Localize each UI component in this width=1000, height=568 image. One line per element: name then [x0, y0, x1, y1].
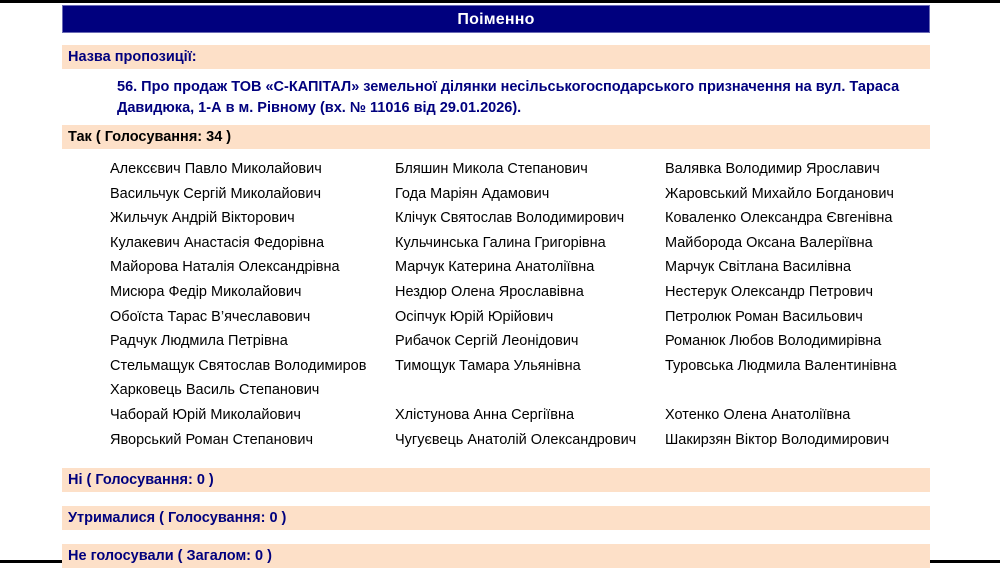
voter-name: Бляшин Микола Степанович [395, 161, 588, 177]
voter-name: Васильчук Сергій Миколайович [110, 185, 322, 202]
voter-name: Майорова Наталія Олександрівна [110, 259, 340, 276]
voter-name: Кулакевич Анастасія Федорівна [110, 234, 325, 251]
yes-voters-column-2 [395, 157, 665, 452]
voter-name: Яворський Роман Степанович [110, 431, 314, 448]
yes-voters-column-1 [110, 157, 395, 452]
voter-name: Туровська Людмила Валентинівна [665, 357, 897, 374]
spacer [62, 33, 930, 45]
voter-name-spacer [665, 378, 922, 403]
voter-name: Нестерук Олександр Петрович [665, 283, 874, 300]
voter-name: Стельмащук Святослав Володимиров [110, 357, 367, 374]
voter-name: Жильчук Андрій Вікторович [110, 210, 295, 227]
roll-call-document [62, 5, 930, 568]
voter-name: Чаборай Юрій Миколайович [110, 406, 301, 423]
voter-name: Марчук Світлана Василівна [665, 259, 852, 276]
voter-name: Радчук Людмила Петрівна [110, 333, 288, 350]
voter-name: Года Маріян Адамович [395, 185, 550, 202]
spacer [62, 492, 930, 506]
voter-name: Тимощук Тамара Ульянівна [395, 357, 581, 374]
voter-name: Валявка Володимир Ярославич [665, 161, 880, 177]
voter-name: Клічук Святослав Володимирович [395, 210, 625, 227]
voter-name-spacer [395, 378, 657, 403]
voter-name: Рибачок Сергій Леонідович [395, 333, 579, 350]
voter-name: Шакирзян Віктор Володимирович [665, 431, 890, 448]
yes-voters-column-3 [665, 157, 930, 452]
proposal-label-bar: Назва пропозиції: [62, 45, 930, 69]
voter-name: Мисюра Федір Миколайович [110, 283, 302, 300]
page-title-bar: Поіменно [62, 5, 930, 33]
voter-name: Марчук Катерина Анатоліївна [395, 259, 595, 276]
voter-name: Алексєвич Павло Миколайович [110, 161, 322, 177]
voter-name: Осіпчук Юрій Юрійович [395, 308, 554, 325]
voter-name: Нездюр Олена Ярославівна [395, 283, 584, 300]
no-section-header: Ні ( Голосування: 0 ) [62, 468, 930, 492]
voter-name: Романюк Любов Володимирівна [665, 333, 882, 350]
proposal-text: 56. Про продаж ТОВ «С-КАПІТАЛ» земельної ділянки несільськогосподарського призначення на вул. Тараса Давидюка, 1-А в м. Рівному (вх. № 11016 від 29.01.2026). [117, 79, 900, 116]
voter-name: Хлістунова Анна Сергіївна [395, 406, 575, 423]
voter-name: Харковець Василь Степанович [110, 382, 320, 399]
voter-name: Чугуєвець Анатолій Олександрович [395, 431, 637, 448]
yes-voters-grid [62, 149, 930, 458]
spacer [62, 458, 930, 468]
voter-name: Петролюк Роман Васильович [665, 308, 863, 325]
voter-name: Жаровський Михайло Богданович [665, 185, 894, 202]
page-top-rule [0, 0, 1000, 3]
abstained-section-header: Утрималися ( Голосування: 0 ) [62, 506, 930, 530]
yes-section-header: Так ( Голосування: 34 ) [62, 125, 930, 149]
voter-name: Хотенко Олена Анатоліївна [665, 406, 851, 423]
not-voted-section-header: Не голосували ( Загалом: 0 ) [62, 544, 930, 568]
voter-name: Коваленко Олександра Євгенівна [665, 210, 893, 227]
voter-name: Майборода Оксана Валеріївна [665, 234, 873, 251]
spacer [62, 530, 930, 544]
voter-name: Кульчинська Галина Григорівна [395, 234, 606, 251]
voter-name: Обоїста Тарас В’ячеславович [110, 308, 311, 325]
